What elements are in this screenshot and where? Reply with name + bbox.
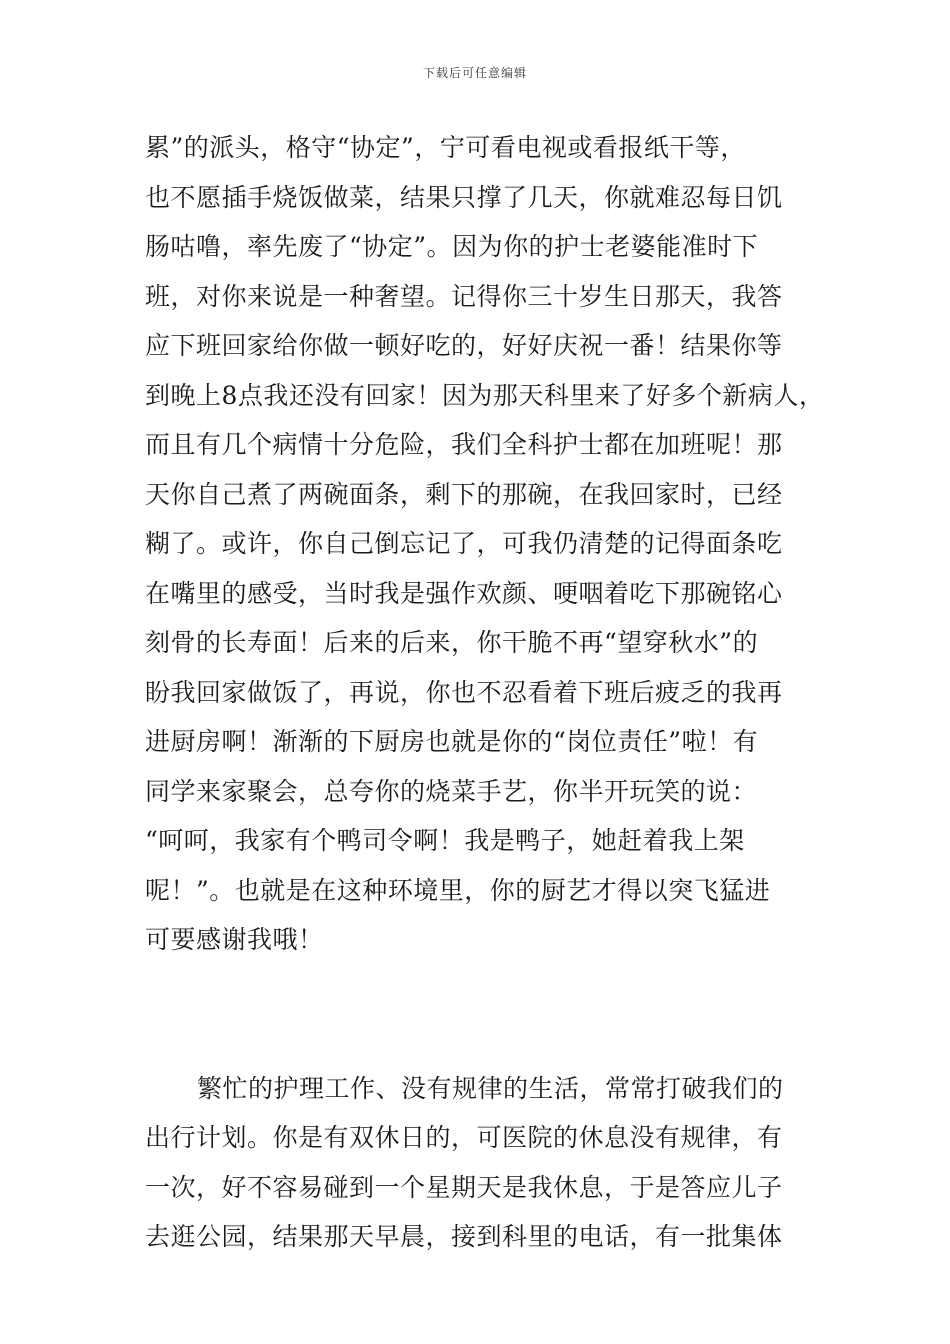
paragraph-2 [145,1064,825,1262]
text-line: 应下班回家给你做一顿好吃的，好好庆祝一番！结果你等 [145,331,783,360]
text-line: 累”的派头，格守“协定”，宁可看电视或看报纸干等， [145,133,746,162]
page-header: 下载后可任意编辑 [422,66,527,80]
text-line: “呵呵，我家有个鸭司令啊！我是鸭子，她赶着我上架 [145,826,745,855]
text-line: 出行计划。你是有双休日的，可医院的休息没有规律，有 [145,1123,783,1152]
text-line: 也不愿插手烧饭做菜，结果只撑了几天，你就难忍每日饥 [145,182,783,212]
text-line: 进厨房啊！渐渐的下厨房也就是你的“岗位责任”啦！有 [145,727,759,756]
text-line: 而且有几个病情十分危险，我们全科护士都在加班呢！那 [145,430,783,459]
text-line: 去逛公园，结果那天早晨，接到科里的电话，有一批集体 [145,1222,783,1251]
text-line: 天你自己煮了两碗面条，剩下的那碗，在我回家时，已经 [145,479,783,509]
paragraph-1 [145,123,825,965]
text-line: 繁忙的护理工作、没有规律的生活，常常打破我们的 [197,1073,784,1103]
document-body [145,123,825,1262]
text-line: 糊了。或许，你自己倒忘记了，可我仍清楚的记得面条吃 [145,529,783,558]
text-line: 盼我回家做饭了，再说，你也不忍看着下班后疲乏的我再 [145,677,783,707]
text-line: 同学来家聚会，总夸你的烧菜手艺，你半开玩笑的说： [145,776,758,806]
text-line: 可要感谢我哦！ [145,925,324,954]
text-line: 一次，好不容易碰到一个星期天是我休息，于是答应儿子 [145,1172,783,1202]
text-line: 呢！”。也就是在这种环境里，你的厨艺才得以突飞猛进 [145,875,771,905]
text-line: 在嘴里的感受，当时我是强作欢颜、哽咽着吃下那碗铭心 [145,578,783,608]
text-line: 刻骨的长寿面！后来的后来，你干脆不再“望穿秋水”的 [145,628,759,657]
paragraph-spacer [145,965,825,1064]
text-line: 到晚上8点我还没有回家！因为那天科里来了好多个新病人， [145,380,825,410]
text-line: 班，对你来说是一种奢望。记得你三十岁生日那天，我答 [145,281,783,311]
text-line: 肠咕噜，率先废了“协定”。因为你的护士老婆能准时下 [145,232,759,261]
